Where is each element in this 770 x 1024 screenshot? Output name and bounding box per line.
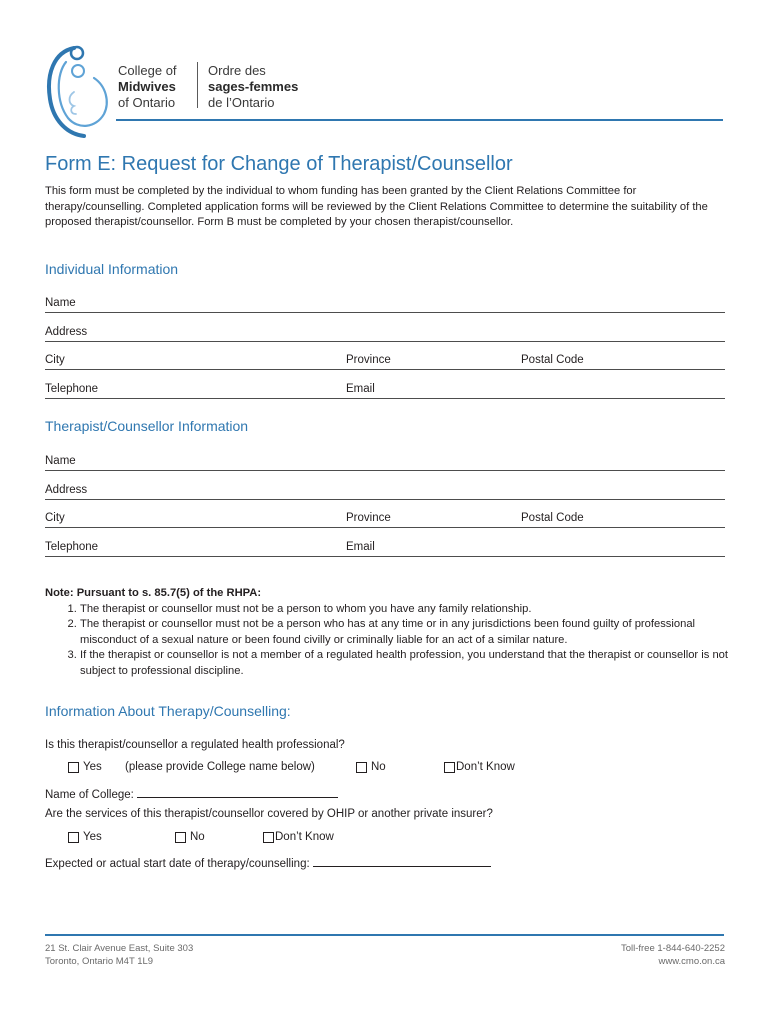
individual-address-label: Address: [45, 326, 88, 338]
org-fr-line3: de l’Ontario: [208, 95, 275, 110]
note-item: 3. If the therapist or counsellor is not a member of a regulated health profession, you understand that the therapist or counsellor is not subject to professional discipline.: [80, 648, 735, 679]
rhpa-note: [45, 586, 735, 680]
q1-dont-know-option[interactable]: [444, 761, 515, 773]
org-en-line1: College of: [118, 63, 177, 78]
start-date-label: Expected or actual start date of therapy/counselling:: [45, 858, 310, 870]
midwife-mother-child-logo-icon: [44, 44, 114, 139]
q1-no-option[interactable]: [356, 761, 386, 773]
org-fr-line2: sages-femmes: [208, 79, 299, 94]
footer-rule: [45, 934, 724, 936]
individual-contact-row[interactable]: [45, 382, 725, 399]
q2-question: Are the services of this therapist/counsellor covered by OHIP or another private insurer?: [45, 808, 493, 820]
org-name-english: [118, 63, 177, 111]
q2-no-option[interactable]: [175, 831, 205, 843]
note-list: [45, 602, 735, 680]
q1-yes-hint: [125, 761, 315, 773]
q1-yes-checkbox[interactable]: [68, 762, 79, 773]
therapist-address-label: Address: [45, 484, 88, 496]
q1-yes-hint-text: (please provide College name below): [125, 761, 315, 773]
individual-telephone-label: Telephone: [45, 383, 99, 395]
therapist-email-label: Email: [346, 541, 375, 553]
therapist-address-field[interactable]: [45, 483, 725, 500]
q1-no-label: No: [371, 761, 386, 773]
therapist-city-row[interactable]: [45, 511, 725, 528]
start-date-input[interactable]: [313, 854, 491, 867]
q2-dont-know-checkbox[interactable]: [263, 832, 274, 843]
note-item: 1. The therapist or counsellor must not be a person to whom you have any family relationship.: [80, 602, 735, 618]
q1-yes-option[interactable]: [68, 761, 102, 773]
q2-yes-option[interactable]: [68, 831, 102, 843]
individual-email-label: Email: [346, 383, 375, 395]
footer-website[interactable]: www.cmo.on.ca: [658, 956, 725, 967]
org-fr-line1: Ordre des: [208, 63, 266, 78]
therapist-section-heading: Therapist/Counsellor Information: [45, 418, 249, 434]
org-en-line2: Midwives: [118, 79, 176, 94]
therapy-section-heading: Information About Therapy/Counselling:: [45, 703, 291, 719]
individual-city-label: City: [45, 354, 65, 366]
org-name-french: [208, 63, 298, 111]
q2-yes-checkbox[interactable]: [68, 832, 79, 843]
therapist-province-label: Province: [346, 512, 391, 524]
college-name-row: [45, 785, 338, 801]
q2-dont-know-option[interactable]: [263, 831, 334, 843]
start-date-row: [45, 854, 491, 870]
note-item: 2. The therapist or counsellor must not be a person who has at any time or in any jurisdictions been found guilty of professional misconduct of a sexual nature or been found civilly or criminally liable for an act of a similar nature.: [80, 617, 735, 648]
q2-yes-label: Yes: [83, 831, 102, 843]
footer-address: [45, 942, 193, 968]
therapist-telephone-label: Telephone: [45, 541, 99, 553]
q2-dont-know-label: Don’t Know: [275, 831, 334, 843]
therapist-postal-label: Postal Code: [521, 512, 584, 524]
college-name-input[interactable]: [137, 785, 338, 798]
individual-address-field[interactable]: [45, 325, 725, 342]
q2-no-checkbox[interactable]: [175, 832, 186, 843]
footer-contact: [621, 942, 725, 968]
therapist-city-label: City: [45, 512, 65, 524]
individual-postal-label: Postal Code: [521, 354, 584, 366]
footer-address-line1: 21 St. Clair Avenue East, Suite 303: [45, 943, 194, 954]
org-name-divider: [197, 62, 198, 108]
individual-city-row[interactable]: [45, 353, 725, 370]
footer-address-line2: Toronto, Ontario M4T 1L9: [45, 956, 154, 967]
individual-section-heading: Individual Information: [45, 261, 179, 277]
therapist-contact-row[interactable]: [45, 540, 725, 557]
q1-question: Is this therapist/counsellor a regulated health professional?: [45, 739, 345, 751]
individual-name-field[interactable]: [45, 296, 725, 313]
q1-dont-know-label: Don’t Know: [456, 761, 515, 773]
individual-name-label: Name: [45, 297, 76, 309]
individual-province-label: Province: [346, 354, 391, 366]
form-title: Form E: Request for Change of Therapist/Counsellor: [45, 153, 513, 175]
q1-dont-know-checkbox[interactable]: [444, 762, 455, 773]
q2-no-label: No: [190, 831, 205, 843]
note-title: Note: Pursuant to s. 85.7(5) of the RHPA:: [45, 587, 262, 599]
college-name-label: Name of College:: [45, 789, 134, 801]
header-rule: [116, 119, 723, 121]
footer-phone: Toll-free 1-844-640-2252: [620, 943, 725, 954]
org-en-line3: of Ontario: [118, 95, 176, 110]
q1-no-checkbox[interactable]: [356, 762, 367, 773]
q1-yes-label: Yes: [83, 761, 102, 773]
therapist-name-label: Name: [45, 455, 76, 467]
therapist-name-field[interactable]: [45, 454, 725, 471]
form-intro: This form must be completed by the individual to whom funding has been granted by the Client Relations Committee for therapy/counselling. Completed application forms will be reviewed by the Client Relations Committee to determine the suitability of the proposed therapist/counsellor. Form B must be completed by your chosen therapist/counsellor.: [45, 185, 708, 229]
